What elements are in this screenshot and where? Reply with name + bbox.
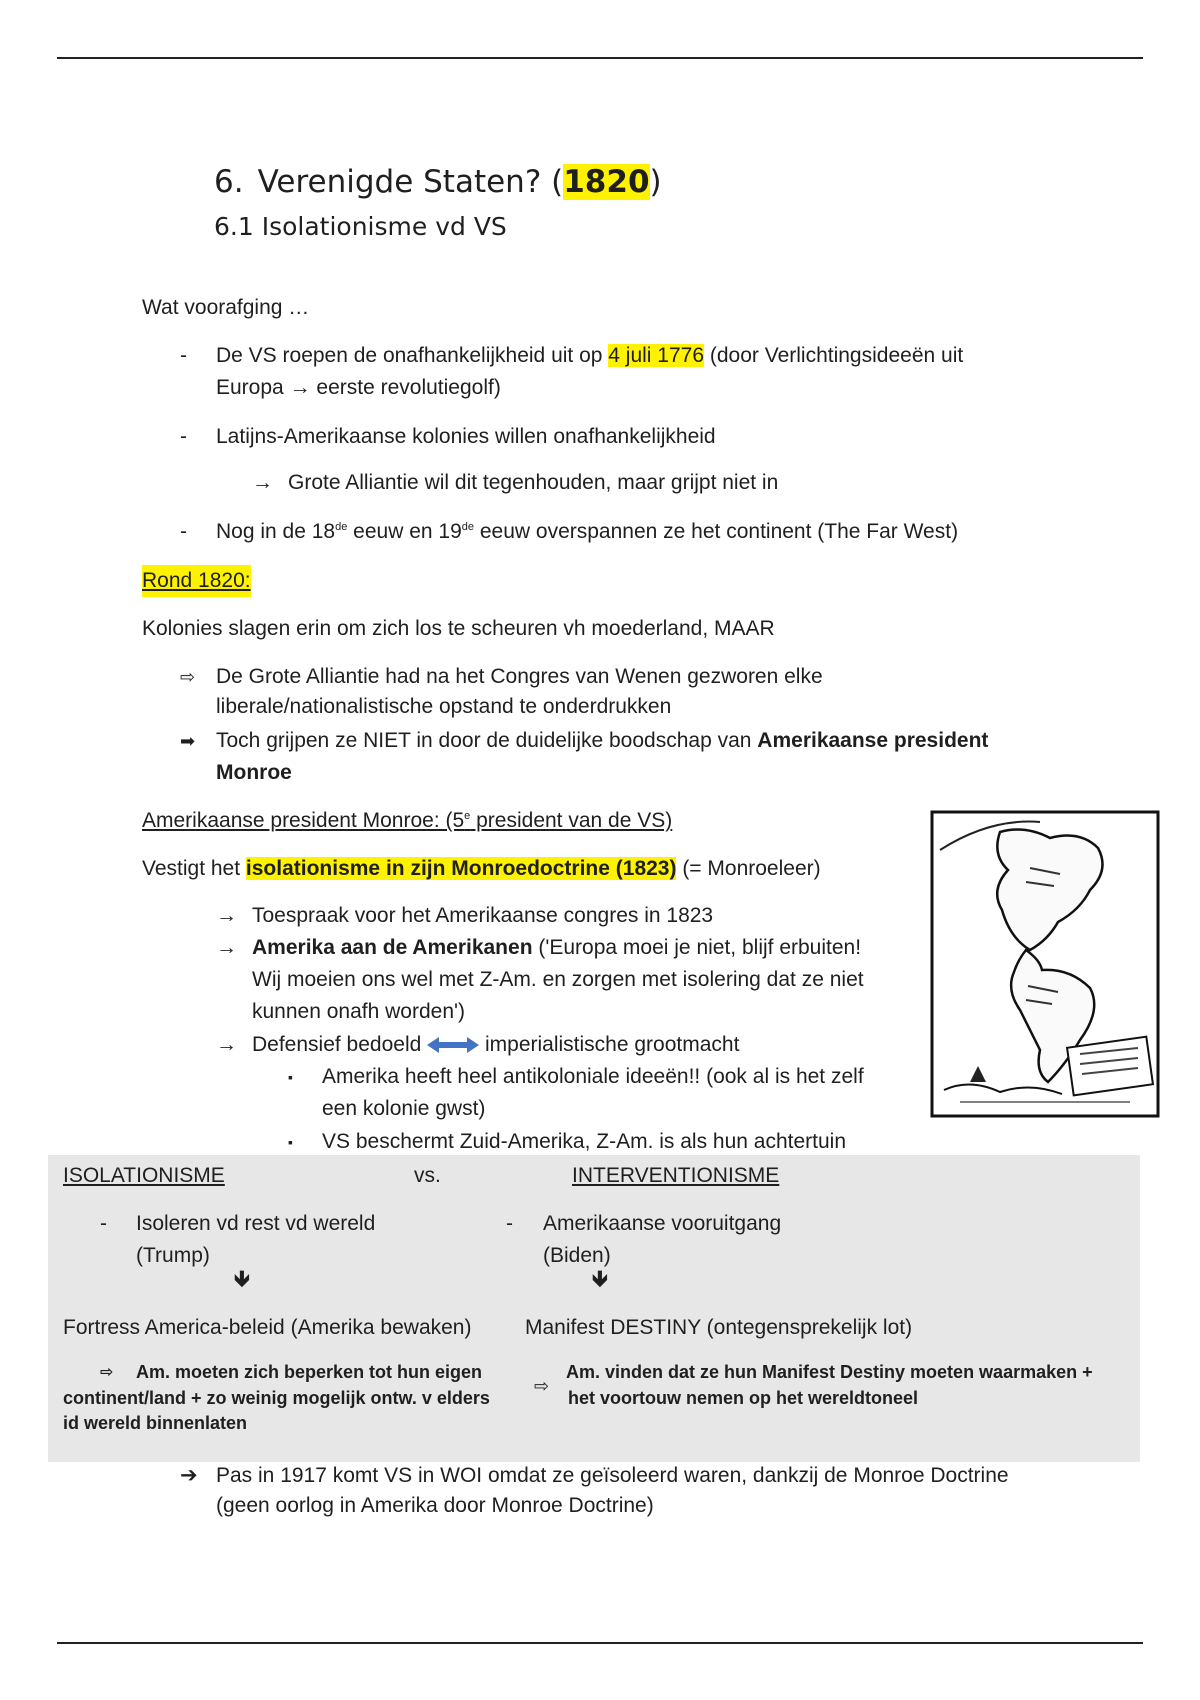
right-arrow-icon: → xyxy=(252,471,273,494)
list-item: Toespraak voor het Amerikaanse congres in 1823 xyxy=(252,904,714,927)
list-item: De Grote Alliantie had na het Congres van Wenen gezworen elke xyxy=(216,665,823,688)
double-arrow-icon xyxy=(427,1036,479,1054)
list-item: Amerikaanse vooruitgang xyxy=(543,1212,782,1235)
top-rule xyxy=(57,57,1143,59)
list-bullet: - xyxy=(180,425,187,448)
right-arrow-icon: → xyxy=(216,904,237,927)
doctrine-highlight: isolationisme in zijn Monroedoctrine (1823) xyxy=(245,857,677,880)
right-arrow-icon: → xyxy=(216,936,237,959)
square-bullet: ▪ xyxy=(288,1069,293,1085)
list-item: Isoleren vd rest vd wereld xyxy=(136,1212,376,1235)
list-item: Latijns-Amerikaanse kolonies willen onafhankelijkheid xyxy=(216,425,716,448)
list-item-continuation: kunnen onafh worden') xyxy=(252,1000,465,1023)
bold-arrow-icon: ➔ xyxy=(180,1464,198,1487)
right-arrow-icon: → xyxy=(289,376,311,399)
left-detail-text: id wereld binnenlaten xyxy=(63,1413,248,1433)
outline-arrow-icon: ⇨ xyxy=(180,667,196,687)
page-title: 6. Verenigde Staten? (1820) xyxy=(214,164,662,200)
intro-label: Wat voorafging … xyxy=(142,296,310,319)
vs-label: vs. xyxy=(414,1164,441,1187)
left-detail-text: continent/land + zo weinig mogelijk ontw. v elders xyxy=(63,1388,490,1408)
list-item: Amerika aan de Amerikanen ('Europa moei je niet, blijf erbuiten! xyxy=(252,936,862,959)
conclusion-text: (geen oorlog in Amerika door Monroe Doctrine) xyxy=(216,1494,654,1517)
list-bullet: - xyxy=(180,344,187,367)
rond-text: Kolonies slagen erin om zich los te scheuren vh moederland, MAAR xyxy=(142,617,775,640)
monroe-doctrine-map-image xyxy=(930,810,1160,1120)
down-arrow-icon: 🡻 xyxy=(592,1266,608,1291)
list-item: De VS roepen de onafhankelijkheid uit op 4 juli 1776 (door Verlichtingsideeën uit xyxy=(216,344,964,367)
list-item: VS beschermt Zuid-Amerika, Z-Am. is als hun achtertuin xyxy=(322,1130,847,1153)
fortress-america-policy: Fortress America-beleid (Amerika bewaken) xyxy=(63,1316,472,1339)
list-item-continuation: een kolonie gwst) xyxy=(322,1097,486,1120)
monroe-heading: Amerikaanse president Monroe: (5e president van de VS) xyxy=(142,809,673,832)
list-item: Amerika heeft heel antikoloniale ideeën!! (ook al is het zelf xyxy=(322,1065,864,1088)
list-item-continuation: Wij moeien ons wel met Z-Am. en zorgen met isolering dat ze niet xyxy=(252,968,864,991)
list-item-continuation: Monroe xyxy=(216,761,292,784)
list-bullet: - xyxy=(180,520,187,543)
list-bullet: - xyxy=(100,1212,107,1235)
outline-arrow-icon: ⇨ xyxy=(100,1364,114,1381)
list-item-continuation: (Trump) xyxy=(136,1244,210,1267)
monroe-doctrine-line: Vestigt het isolationisme in zijn Monroedoctrine (1823) (= Monroeleer) xyxy=(142,857,821,880)
interventionism-title: INTERVENTIONISME xyxy=(572,1164,780,1187)
right-detail-text: het voortouw nemen op het wereldtoneel xyxy=(568,1388,919,1408)
list-item-continuation: liberale/nationalistische opstand te onderdrukken xyxy=(216,695,672,718)
list-bullet: - xyxy=(506,1212,513,1235)
list-item-continuation: (Biden) xyxy=(543,1244,611,1267)
section-subtitle: 6.1 Isolationisme vd VS xyxy=(214,212,507,241)
right-arrow-icon: → xyxy=(216,1033,237,1056)
outline-arrow-icon: ⇨ xyxy=(534,1376,550,1396)
square-bullet: ▪ xyxy=(288,1134,293,1150)
right-detail-text: Am. vinden dat ze hun Manifest Destiny moeten waarmaken + xyxy=(566,1362,1093,1382)
list-item: Toch grijpen ze NIET in door de duidelijke boodschap van Amerikaanse president xyxy=(216,729,989,752)
list-item: Nog in de 18de eeuw en 19de eeuw overspannen ze het continent (The Far West) xyxy=(216,520,959,543)
manifest-destiny-policy: Manifest DESTINY (ontegensprekelijk lot) xyxy=(525,1316,913,1339)
list-item: Grote Alliantie wil dit tegenhouden, maar grijpt niet in xyxy=(288,471,779,494)
list-item: Defensief bedoeld imperialistische grootmacht xyxy=(252,1033,740,1056)
isolationism-title: ISOLATIONISME xyxy=(63,1164,225,1187)
left-detail-text: Am. moeten zich beperken tot hun eigen xyxy=(136,1362,483,1382)
bold-arrow-icon: ➡ xyxy=(180,731,196,751)
down-arrow-icon: 🡻 xyxy=(234,1266,250,1291)
rond-label: Rond 1820: xyxy=(142,565,251,597)
conclusion-text: Pas in 1917 komt VS in WOI omdat ze geïsoleerd waren, dankzij de Monroe Doctrine xyxy=(216,1464,1009,1487)
bottom-rule xyxy=(57,1642,1143,1644)
year-highlight: 1820 xyxy=(563,164,650,200)
date-highlight: 4 juli 1776 xyxy=(608,344,705,367)
list-item-continuation: Europa → eerste revolutiegolf) xyxy=(216,376,501,399)
